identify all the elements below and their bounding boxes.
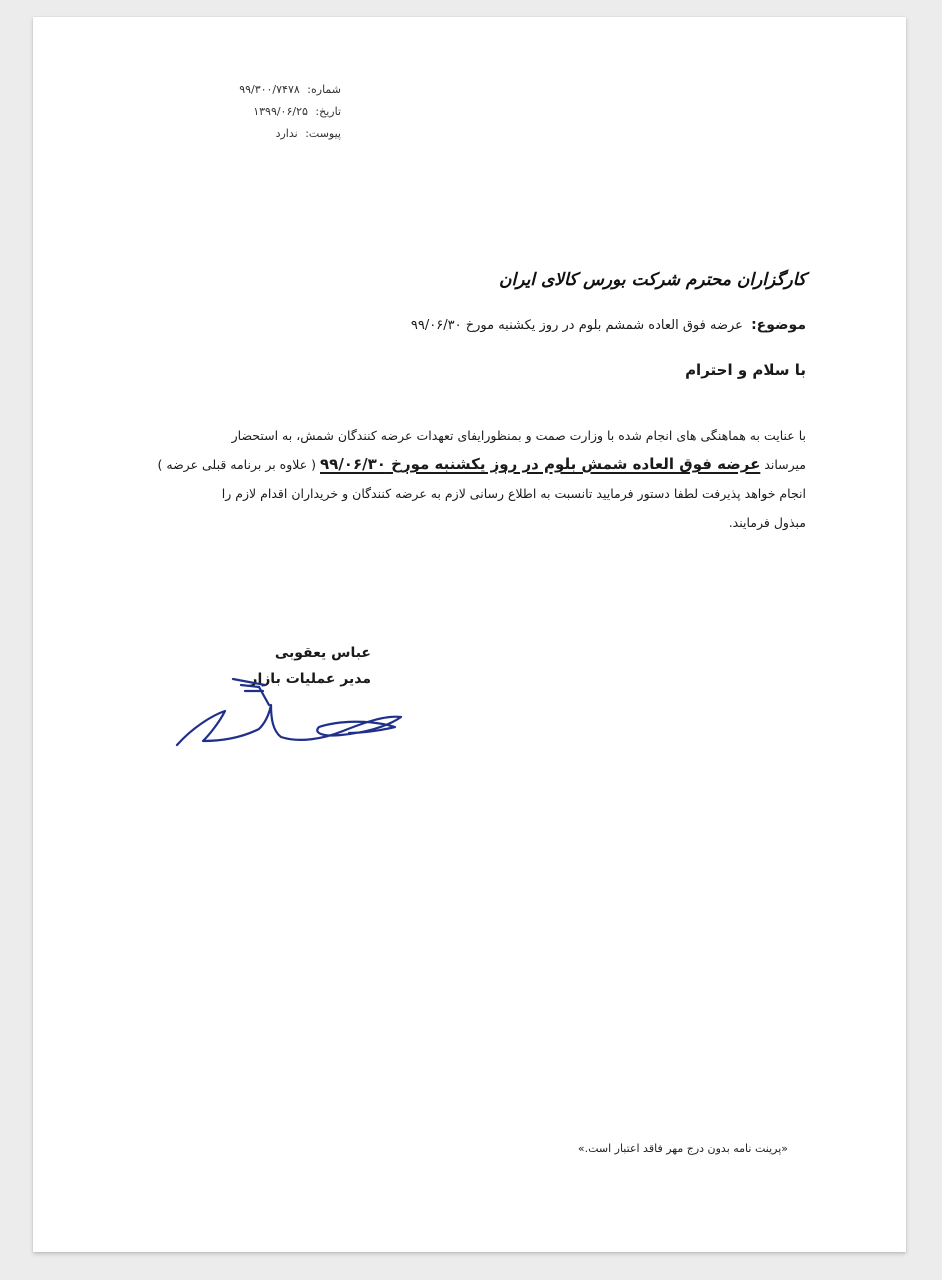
signer-name: عباس یعقوبی [274, 645, 371, 661]
body-line-2-end: ( علاوه بر برنامه قبلی عرضه ) [157, 457, 317, 472]
body-line-1: با عنایت به هماهنگی های انجام شده با وزارت صمت و بمنظورایفای تعهدات عرضه کنندگان شمش، به استحضار [231, 428, 806, 443]
subject-line [411, 317, 806, 333]
greeting: با سلام و احترام [685, 361, 806, 379]
letter-page [33, 17, 906, 1252]
letter-attachment-value: ندارد [275, 127, 298, 140]
footer-note: «پرینت نامه بدون درج مهر فاقد اعتبار است.» [577, 1142, 788, 1155]
letter-number-label: شماره: [307, 83, 341, 96]
body-highlight: عرضه فوق العاده شمش بلوم در روز یکشنبه مورخ ۹۹/۰۶/۳۰ [320, 455, 761, 473]
body-line-2-start: میرساند [764, 457, 806, 472]
subject-label: موضوع: [751, 317, 806, 333]
letter-meta [141, 79, 341, 145]
letter-date-label: تاریخ: [315, 105, 341, 118]
body-line-3: انجام خواهد پذیرفت لطفا دستور فرمایید تانسبت به اطلاع رسانی لازم به عرضه کنندگان و خریداران اقدام لازم را [221, 486, 806, 501]
subject-text: عرضه فوق العاده شمشم بلوم در روز یکشنبه مورخ ۹۹/۰۶/۳۰ [410, 318, 743, 333]
letter-attachment-label: پیوست: [305, 127, 341, 140]
letter-date [141, 101, 341, 123]
letter-attachment [141, 123, 341, 145]
recipient-heading: کارگزاران محترم شرکت بورس کالای ایران [498, 270, 806, 290]
letter-number-value: ۹۹/۳۰۰/۷۴۷۸ [239, 83, 300, 96]
handwritten-signature [173, 657, 413, 757]
letter-number [141, 79, 341, 101]
body-line-2 [157, 450, 806, 479]
body-line-4: مبذول فرمایند. [728, 515, 806, 530]
letter-date-value: ۱۳۹۹/۰۶/۲۵ [253, 105, 308, 118]
letter-body [157, 421, 806, 537]
signer-title: مدیر عملیات بازار [249, 671, 371, 687]
